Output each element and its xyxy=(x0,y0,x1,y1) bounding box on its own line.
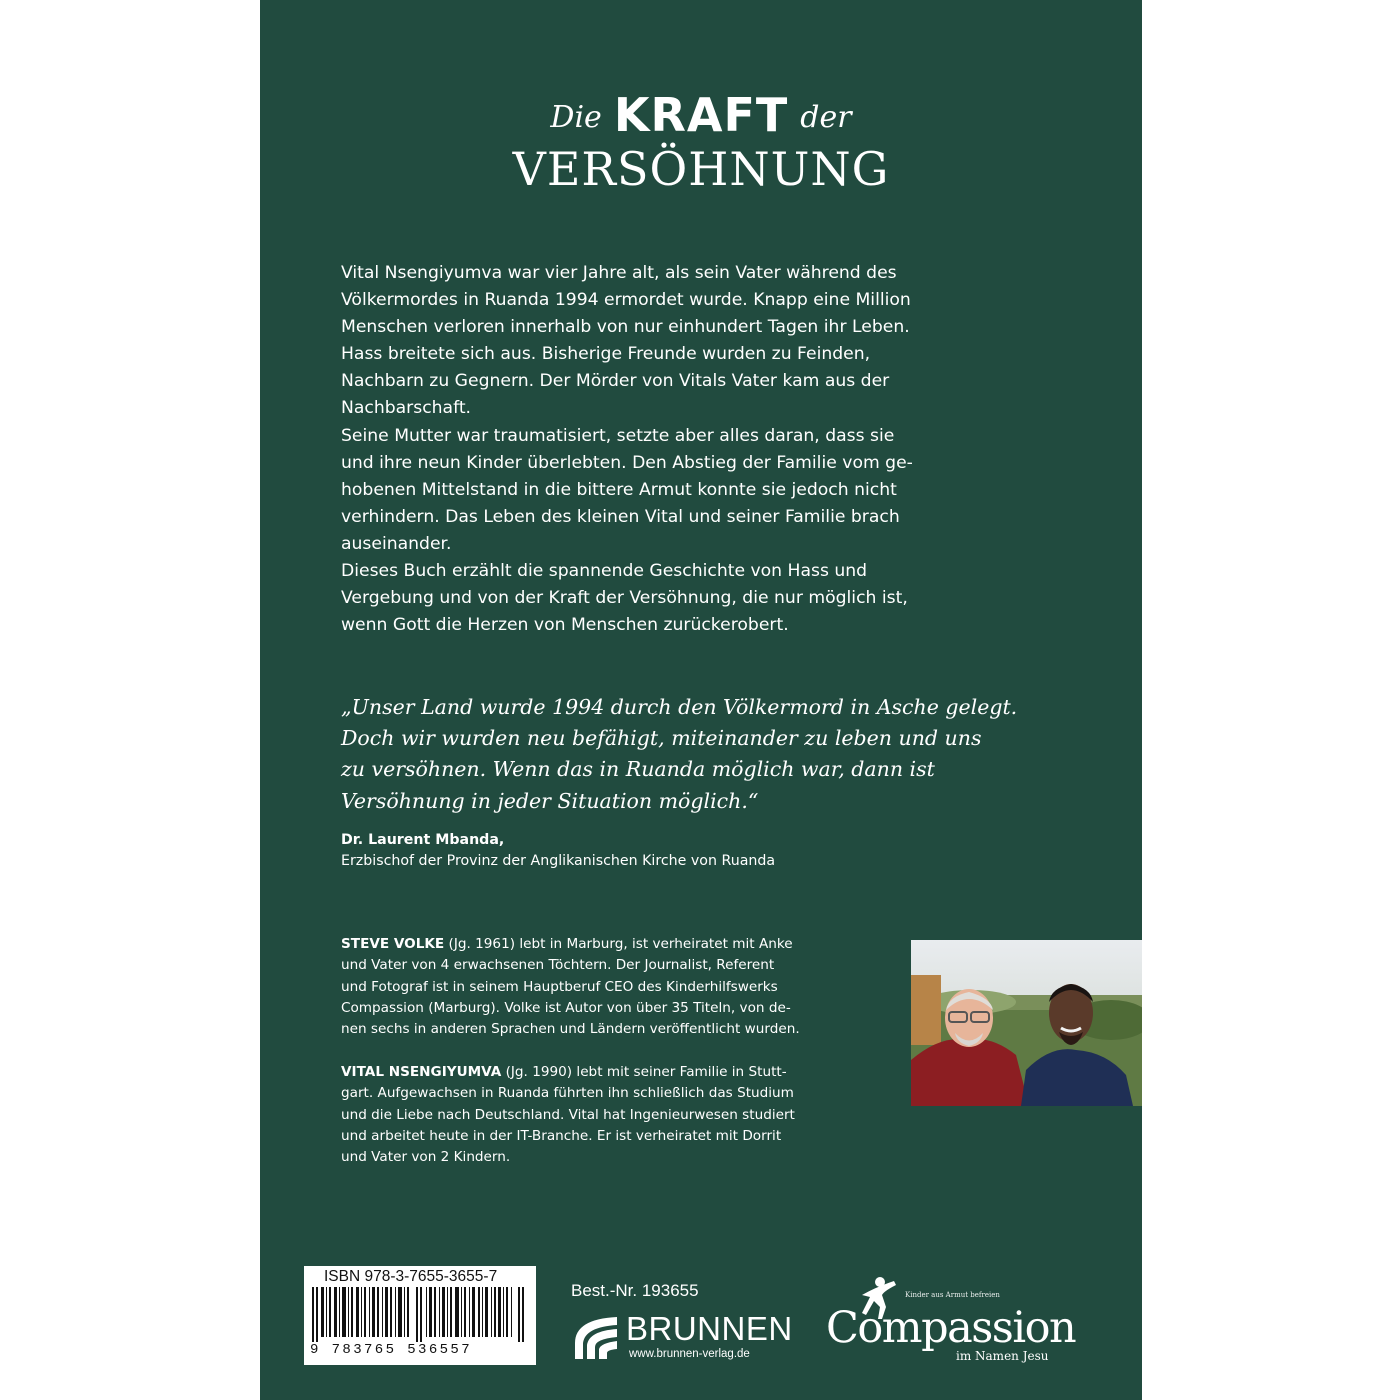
author-name: VITAL NSENGIYUMVA xyxy=(341,1064,502,1080)
publisher-url: www.brunnen-verlag.de xyxy=(629,1348,750,1360)
isbn-label: ISBN 978-3-7655-3655-7 xyxy=(324,1268,498,1285)
endorsement-quote: „Unser Land wurde 1994 durch den Völkermord in Asche gelegt. Doch wir wurden neu befähigt, miteinander zu leben und uns zu versöhnen. Wenn das in Ruanda möglich war, dann ist Versöhnung in jeder Situation möglich.“ xyxy=(341,695,1018,813)
compassion-tagline-top: Kinder aus Armut befreien xyxy=(905,1291,1000,1299)
author-bio-text: (Jg. 1961) lebt in Marburg, ist verheiratet mit Anke und Vater von 4 erwachsenen Töchtern. Der Journalist, Referent und Fotograf ist in seinem Hauptberuf CEO des Kinderhilfswerks Compassion (Marburg). Volke ist Autor von über 35 Titeln, von de- nen sechs in anderen Sprachen und Ländern veröffentlicht wurden. xyxy=(341,936,800,1038)
brunnen-logo-icon xyxy=(571,1313,621,1361)
quote-author: Dr. Laurent Mbanda, xyxy=(341,832,505,848)
publisher-name: BRUNNEN xyxy=(626,1310,793,1347)
author-bio-text: (Jg. 1990) lebt mit seiner Familie in Stutt- gart. Aufgewachsen in Ruanda führten ihn schließlich das Studium und die Liebe nach Deutschland. Vital hat Ingenieurwesen studiert und arbeitet heute in der IT-Branche. Er ist verheiratet mit Dorrit und Vater von 2 Kindern. xyxy=(341,1064,795,1166)
title-word-der: der xyxy=(800,100,852,135)
blurb-paragraph-3: Dieses Buch erzählt die spannende Geschichte von Hass und Vergebung und von der Kraft der Versöhnung, die nur möglich ist, wenn Gott die Herzen von Menschen zurückerobert. xyxy=(341,561,908,636)
compassion-tagline-bottom: im Namen Jesu xyxy=(956,1349,1049,1363)
blurb-paragraph-1: Vital Nsengiyumva war vier Jahre alt, als sein Vater während des Völkermordes in Ruanda 1994 ermordet wurde. Knapp eine Million Menschen verloren innerhalb von nur einhundert Tagen ihr Leben. Hass breitete sich aus. Bisherige Freunde wurden zu Feinden, Nachbarn zu Gegnern. Der Mörder von Vitals Vater kam aus der Nachbarschaft. xyxy=(341,263,911,419)
quote-author-role: Erzbischof der Provinz der Anglikanischen Kirche von Ruanda xyxy=(341,853,776,869)
blurb-text xyxy=(341,260,1021,639)
blurb-paragraph-2: Seine Mutter war traumatisiert, setzte aber alles daran, dass sie und ihre neun Kinder überlebten. Den Abstieg der Familie vom ge- hobenen Mittelstand in die bittere Armut konnte sie jedoch nicht verhindern. Das Leben des kleinen Vital und seiner Familie brach auseinander. xyxy=(341,425,913,554)
title-line-2: VERSÖHNUNG xyxy=(512,142,890,196)
book-back-cover xyxy=(260,0,1142,1400)
author-bio-steve-volke xyxy=(341,934,901,1040)
barcode-digits: 9 783765 536557 xyxy=(310,1342,473,1358)
order-number: Best.-Nr. 193655 xyxy=(571,1281,699,1300)
compassion-logo-wordmark: Compassion xyxy=(826,1303,1076,1353)
title-word-die: Die xyxy=(550,100,602,135)
authors-photo xyxy=(911,940,1142,1106)
title-word-kraft: KRAFT xyxy=(613,88,789,142)
title-line-1 xyxy=(260,88,1142,142)
author-bio-vital-nsengiyumva xyxy=(341,1062,901,1168)
author-name: STEVE VOLKE xyxy=(341,936,445,952)
barcode-bars xyxy=(312,1287,528,1342)
barcode xyxy=(304,1266,536,1365)
